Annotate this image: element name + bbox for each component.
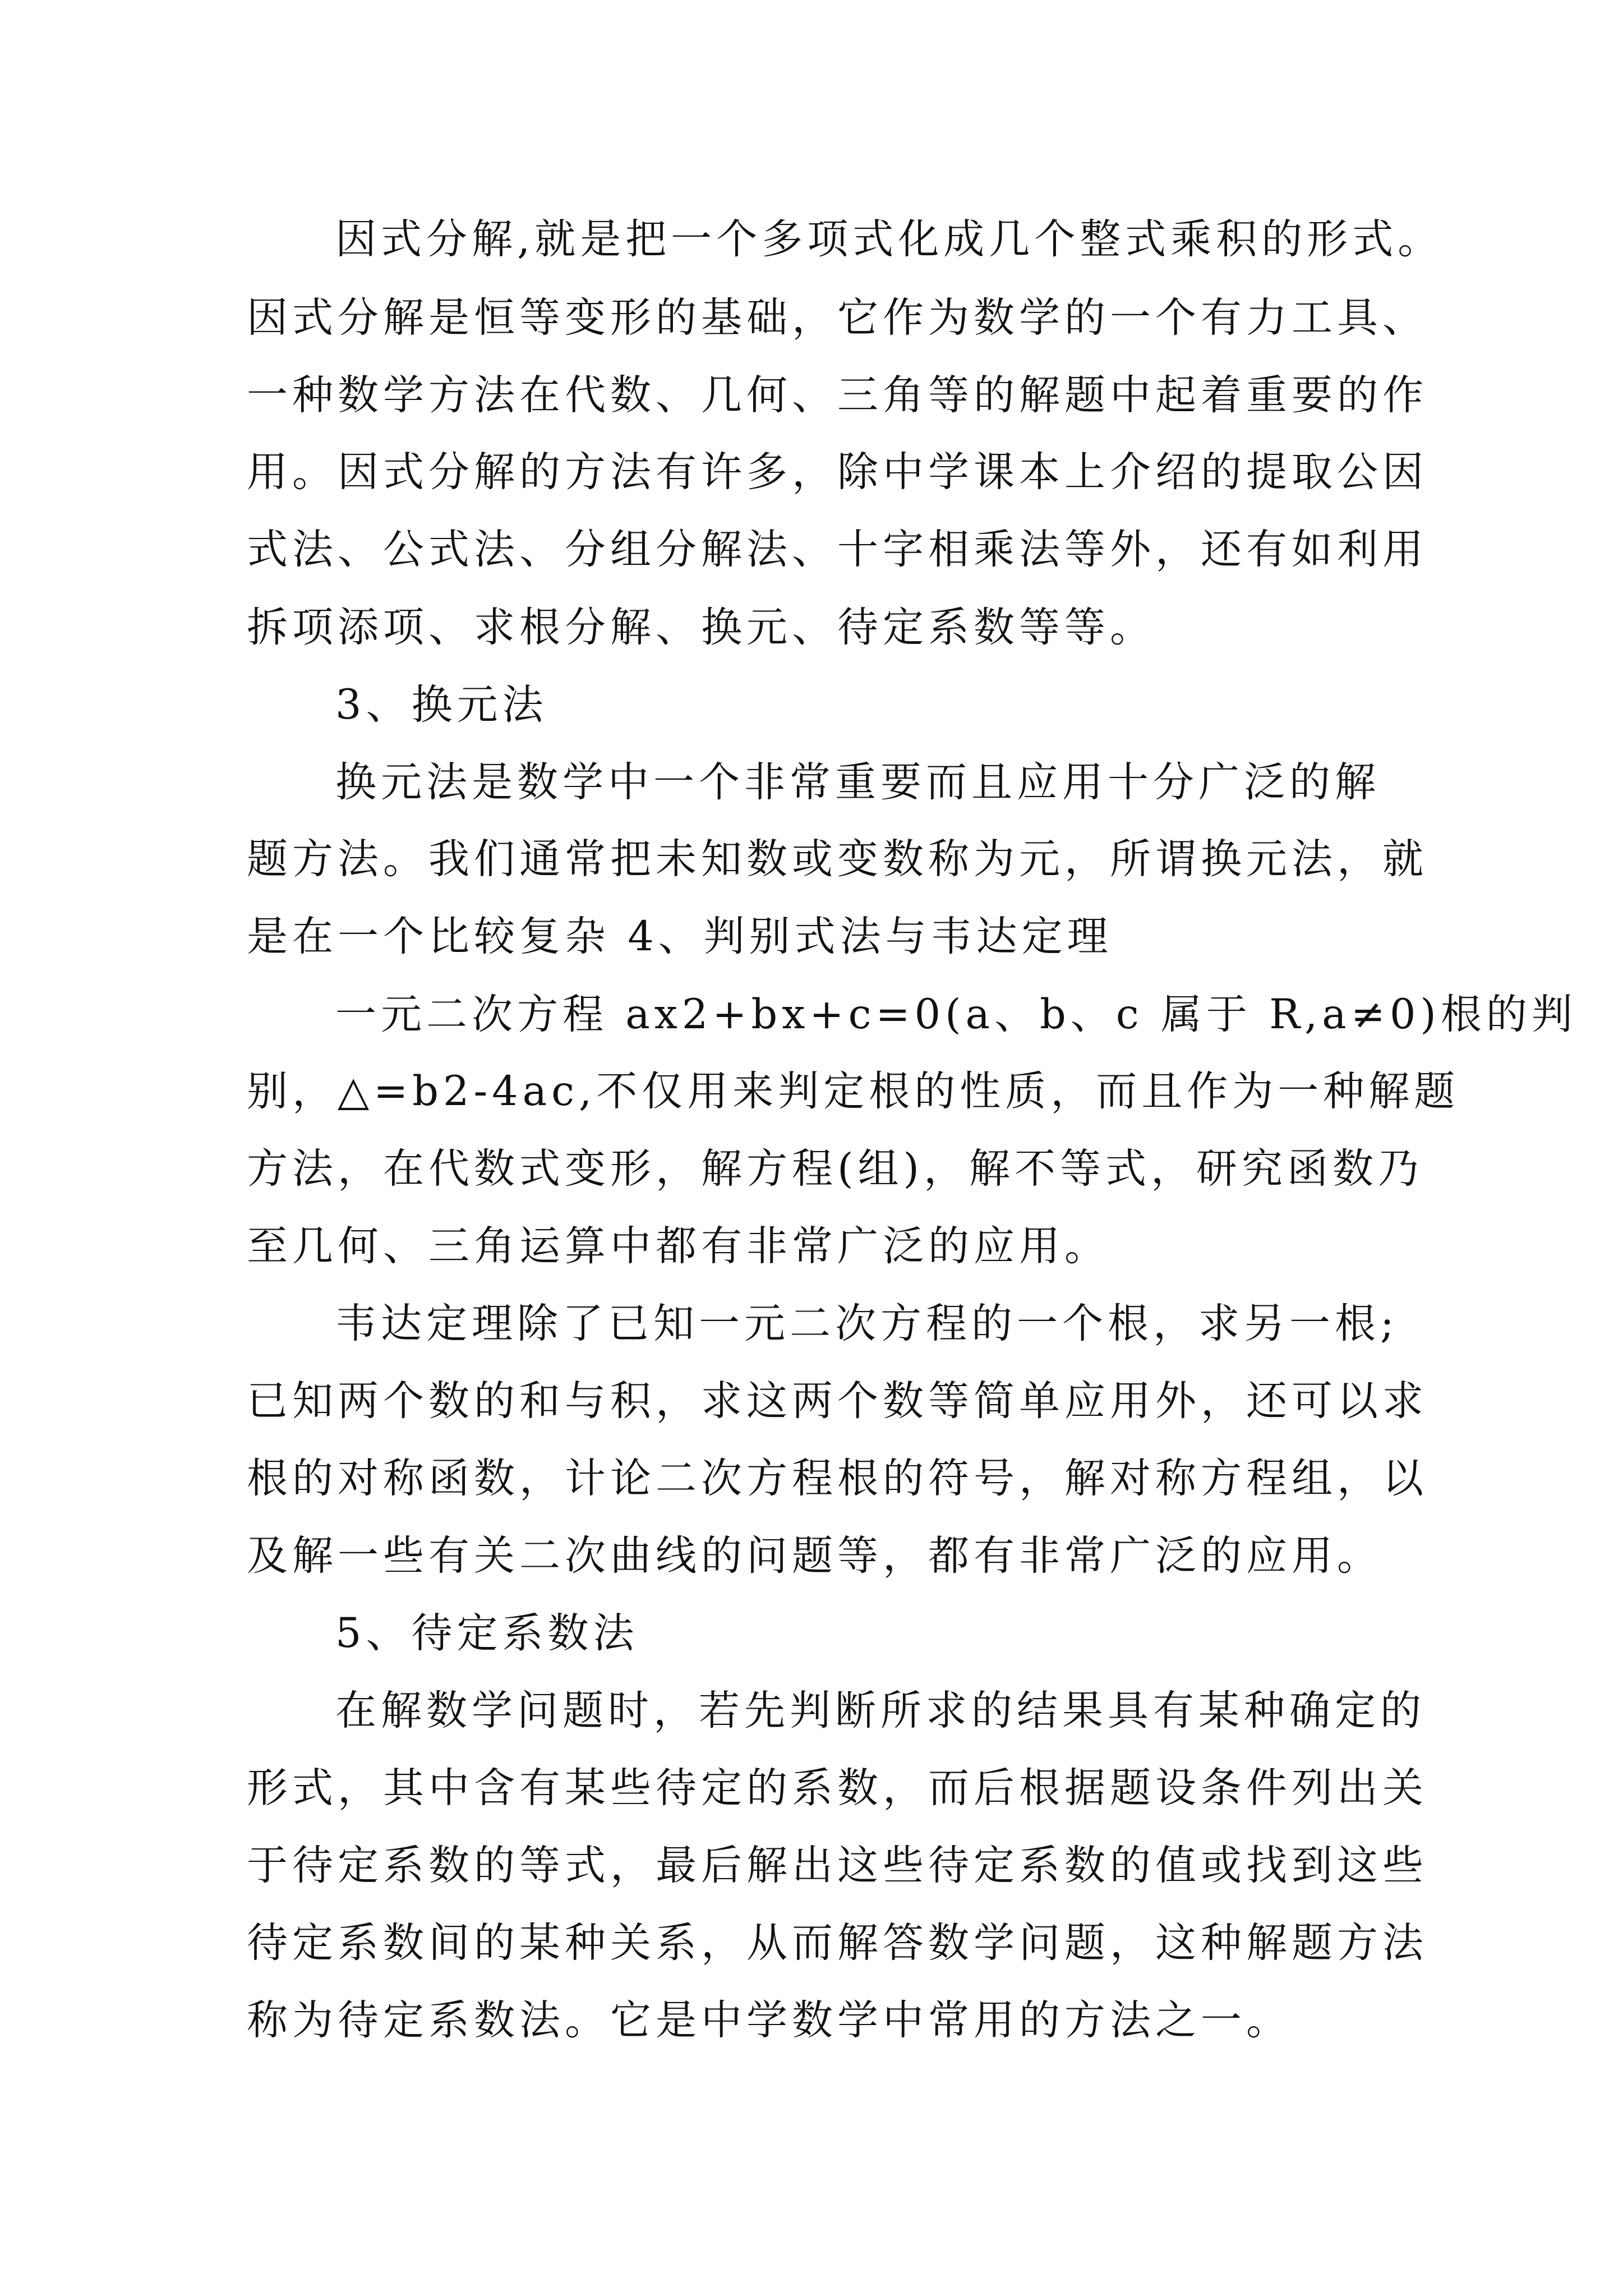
paragraph-line: 一元二次方程 ax2+bx+c=0(a、b、c 属于 R,a≠0)根的判 [335,991,1577,1038]
paragraph-line: 换元法是数学中一个非常重要而且应用十分广泛的解 [335,758,1380,806]
paragraph-line: 方法，在代数式变形，解方程(组)，解不等式，研究函数乃 [247,1145,1423,1193]
paragraph-line: 在解数学问题时，若先判断所求的结果具有某种确定的 [335,1687,1426,1734]
paragraph-line: 因式分解是恒等变形的基础，它作为数学的一个有力工具、 [247,294,1428,342]
paragraph-line: 用。因式分解的方法有许多，除中学课本上介绍的提取公因 [247,448,1428,496]
paragraph-line: 题方法。我们通常把未知数或变数称为元，所谓换元法，就 [247,835,1428,883]
paragraph-line: 待定系数间的某种关系，从而解答数学问题，这种解题方法 [247,1919,1428,1967]
paragraph-line: 是在一个比较复杂 4、判别式法与韦达定理 [247,913,1113,960]
paragraph-line: 及解一些有关二次曲线的问题等，都有非常广泛的应用。 [247,1532,1382,1580]
paragraph-line: 称为待定系数法。它是中学数学中常用的方法之一。 [247,1996,1292,2044]
paragraph-line: 拆项添项、求根分解、换元、待定系数等等。 [247,604,1155,651]
section-heading: 3、换元法 [335,681,548,729]
paragraph-line: 根的对称函数，计论二次方程根的符号，解对称方程组，以 [247,1455,1428,1502]
paragraph-line: 形式，其中含有某些待定的系数，而后根据题设条件列出关 [247,1764,1428,1812]
paragraph-line: 因式分解,就是把一个多项式化成几个整式乘积的形式。 [335,215,1444,263]
section-heading: 5、待定系数法 [335,1609,639,1657]
paragraph-line: 已知两个数的和与积，求这两个数等简单应用外，还可以求 [247,1377,1428,1425]
paragraph-line: 别，△=b2-4ac,不仅用来判定根的性质，而且作为一种解题 [247,1068,1460,1115]
paragraph-line: 韦达定理除了已知一元二次方程的一个根，求另一根; [335,1300,1399,1347]
paragraph-line: 式法、公式法、分组分解法、十字相乘法等外，还有如利用 [247,526,1428,573]
paragraph-line: 于待定系数的等式，最后解出这些待定系数的值或找到这些 [247,1842,1428,1889]
paragraph-line: 至几何、三角运算中都有非常广泛的应用。 [247,1222,1110,1270]
paragraph-line: 一种数学方法在代数、几何、三角等的解题中起着重要的作 [247,371,1428,419]
